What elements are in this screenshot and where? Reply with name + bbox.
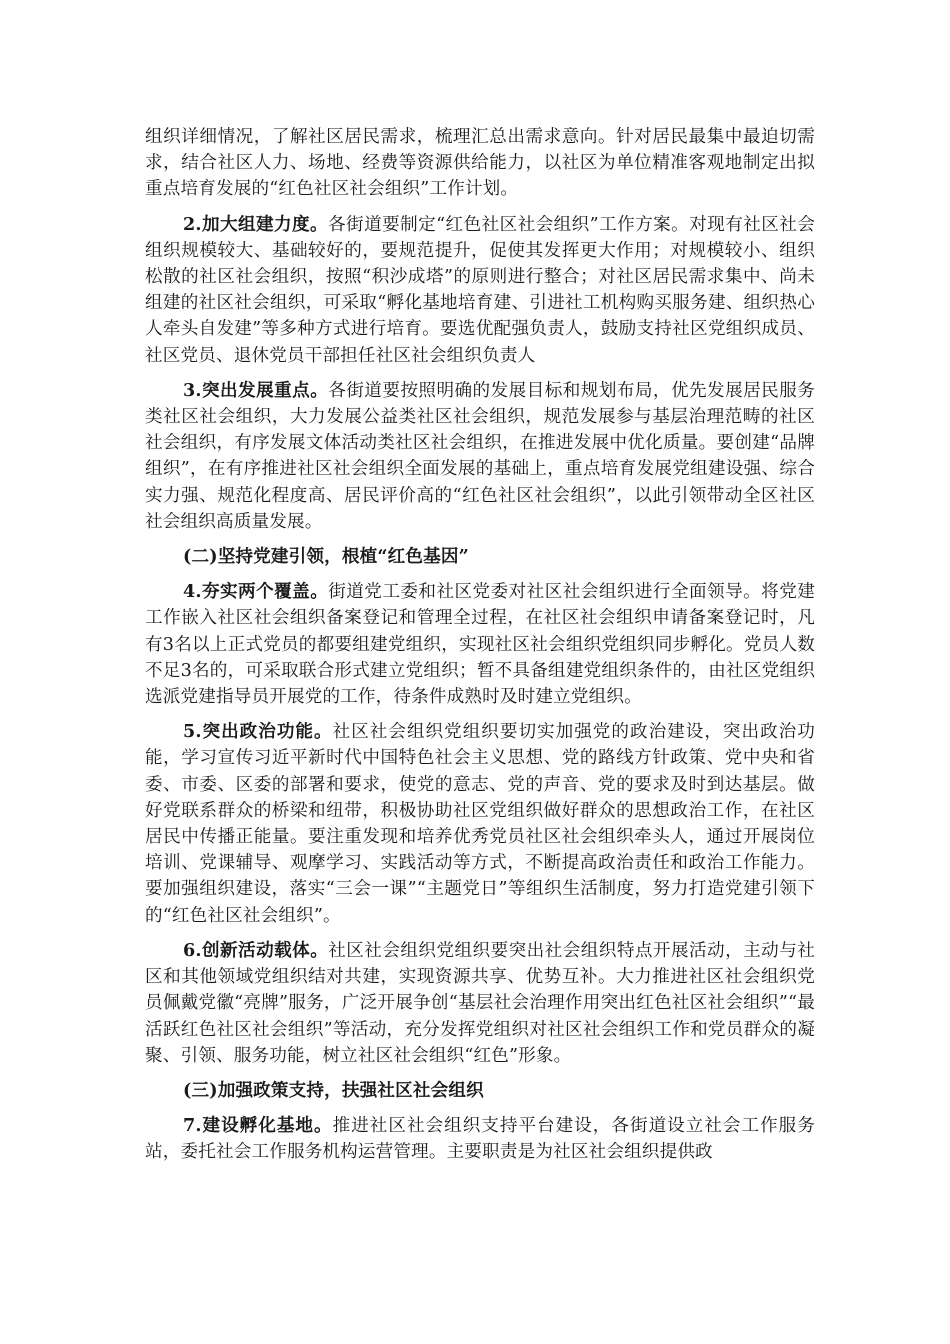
paragraph-continuation: 组织详细情况，了解社区居民需求，梳理汇总出需求意向。针对居民最集中最迫切需求，结合社区人力、场地、经费等资源供给能力，以社区为单位精准客观地制定出拟重点培育发展的“红色社区社会组织”工作计划。 [145, 127, 815, 200]
paragraph-item-3 [145, 378, 815, 535]
document-page [145, 124, 815, 1175]
section-heading-3: (三)加强政策支持，扶强社区社会组织 [183, 1079, 484, 1101]
item-3-body: 各街道要按照明确的发展目标和规划布局，优先发展居民服务类社区社会组织，大力发展公益类社区社会组织，规范发展参与基层治理范畴的社区社会组织，有序发展文体活动类社区社会组织，在推进发展中优化质量。要创建“品牌组织”，在有序推进社区社会组织全面发展的基础上，重点培育发展党组建设强、综合实力强、规范化程度高、居民评价高的“红色社区社会组织”，以此引领带动全区社区社会组织高质量发展。 [145, 380, 815, 532]
item-7-heading: 7.建设孵化基地。 [183, 1115, 333, 1137]
item-4-heading: 4.夯实两个覆盖。 [183, 581, 329, 603]
paragraph-item-5 [145, 719, 815, 929]
item-4-body: 街道党工委和社区党委对社区社会组织进行全面领导。将党建工作嵌入社区社会组织备案登记和管理全过程，在社区社会组织申请备案登记时，凡有3名以上正式党员的都要组建党组织，实现社区社会组织党组织同步孵化。党员人数不足3名的，可采取联合形式建立党组织；暂不具备组建党组织条件的，由社区党组织选派党建指导员开展党的工作，待条件成熟时及时建立党组织。 [145, 582, 815, 708]
item-6-body: 社区社会组织党组织要突出社会组织特点开展活动，主动与社区和其他领域党组织结对共建，实现资源共享、优势互补。大力推进社区社会组织党员佩戴党徽“亮牌”服务，广泛开展争创“基层社会治理作用突出红色社区社会组织”“最活跃红色社区社会组织”等活动，充分发挥党组织对社区社会组织工作和党员群众的凝聚、引领、服务功能，树立社区社会组织“红色”形象。 [145, 940, 815, 1066]
paragraph-item-4 [145, 579, 815, 710]
item-2-body: 各街道要制定“红色社区社会组织”工作方案。对现有社区社会组织规模较大、基础较好的，要规范提升，促使其发挥更大作用；对规模较小、组织松散的社区社会组织，按照“积沙成塔”的原则进行整合；对社区居民需求集中、尚未组建的社区社会组织，可采取“孵化基地培育建、引进社工机构购买服务建、组织热心人牵头自发建”等多种方式进行培育。要选优配强负责人，鼓励支持社区党组织成员、社区党员、退休党员干部担任社区社会组织负责人 [145, 214, 815, 366]
item-3-heading: 3.突出发展重点。 [183, 379, 329, 401]
item-6-heading: 6.创新活动载体。 [183, 939, 329, 961]
item-7-body: 推进社区社会组织支持平台建设，各街道设立社会工作服务站，委托社会工作服务机构运营管理。主要职责是为社区社会组织提供政 [145, 1116, 815, 1163]
paragraph-item-7 [145, 1113, 815, 1165]
section-heading-2: (二)坚持党建引领，根植“红色基因” [183, 546, 469, 568]
paragraph-item-2 [145, 212, 815, 369]
item-5-body: 社区社会组织党组织要切实加强党的政治建设，突出政治功能，学习宣传习近平新时代中国特色社会主义思想、党的路线方针政策、党中央和省委、市委、区委的部署和要求，使党的意志、党的声音、党的要求及时到达基层。做好党联系群众的桥梁和纽带，积极协助社区党组织做好群众的思想政治工作，在社区居民中传播正能量。要注重发现和培养优秀党员社区社会组织牵头人，通过开展岗位培训、党课辅导、观摩学习、实践活动等方式，不断提高政治责任和政治工作能力。要加强组织建设，落实“三会一课”“主题党日”等组织生活制度，努力打造党建引领下的“红色社区社会组织”。 [145, 722, 815, 926]
paragraph-item-6 [145, 938, 815, 1069]
item-5-heading: 5.突出政治功能。 [183, 721, 333, 743]
item-2-heading: 2.加大组建力度。 [183, 213, 329, 235]
